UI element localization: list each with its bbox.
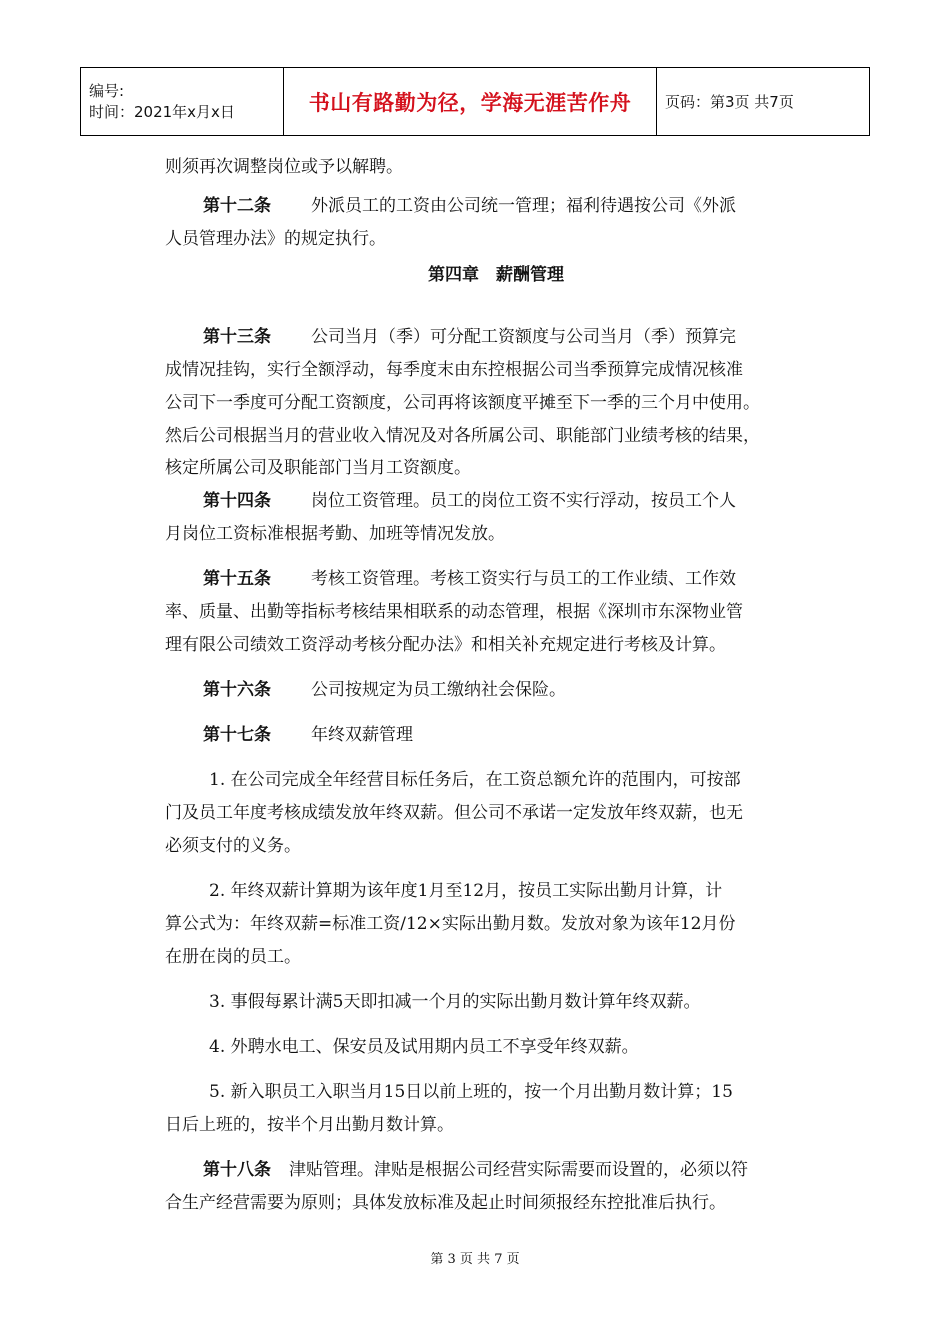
list-item-4: 4. 外聘水电工、保安员及试用期内员工不享受年终双薪。: [209, 1037, 639, 1057]
article-title: 第十七条: [203, 725, 271, 745]
header-page-info: 页码：第3页 共7页: [665, 93, 794, 111]
body-line: 月岗位工资标准根据考勤、加班等情况发放。: [165, 524, 505, 544]
article-12: [203, 194, 736, 218]
body-line: 率、质量、出勤等指标考核结果相联系的动态管理，根据《深圳市东深物业管: [165, 602, 743, 622]
body-line: 津贴管理。津贴是根据公司经营实际需要而设置的，必须以符: [289, 1160, 748, 1180]
body-line: 公司按规定为员工缴纳社会保险。: [311, 680, 566, 700]
article-14: [203, 489, 736, 513]
list-item-3: 3. 事假每累计满5天即扣减一个月的实际出勤月数计算年终双薪。: [209, 992, 701, 1012]
body-line: 人员管理办法》的规定执行。: [165, 229, 386, 249]
article-18: [203, 1158, 748, 1182]
list-item-5: 5. 新入职员工入职当月15日以前上班的，按一个月出勤月数计算；15: [209, 1082, 733, 1102]
body-line: 必须支付的义务。: [165, 836, 301, 856]
body-line: 日后上班的，按半个月出勤月数计算。: [165, 1115, 454, 1135]
article-title: 第十八条: [203, 1160, 271, 1180]
list-item-1: 1. 在公司完成全年经营目标任务后，在工资总额允许的范围内，可按部: [209, 770, 741, 790]
article-15: [203, 567, 736, 591]
header-motto-cell: [284, 68, 657, 135]
body-line: 成情况挂钩，实行全额浮动，每季度末由东控根据公司当季预算完成情况核准: [165, 360, 743, 380]
body-line: 则须再次调整岗位或予以解聘。: [165, 157, 403, 177]
body-line: 合生产经营需要为原则；具体发放标准及起止时间须报经东控批准后执行。: [165, 1193, 726, 1213]
article-13: [203, 325, 736, 349]
body-line: 考核工资管理。考核工资实行与员工的工作业绩、工作效: [311, 569, 736, 589]
body-line: 年终双薪管理: [311, 725, 413, 745]
page-footer: 第 3 页 共 7 页: [430, 1252, 520, 1267]
body-line: 理有限公司绩效工资浮动考核分配办法》和相关补充规定进行考核及计算。: [165, 635, 726, 655]
article-title: 第十四条: [203, 491, 271, 511]
list-item-2: 2. 年终双薪计算期为该年度1月至12月，按员工实际出勤月计算，计: [209, 881, 723, 901]
article-title: 第十二条: [203, 196, 271, 216]
article-title: 第十六条: [203, 680, 271, 700]
chapter-heading: 第四章 薪酬管理: [428, 265, 564, 285]
header-meta: [81, 68, 284, 135]
body-line: 核定所属公司及职能部门当月工资额度。: [165, 458, 471, 478]
document-date: 时间：2021年x月x日: [89, 102, 235, 121]
body-line: 算公式为：年终双薪=标准工资/12×实际出勤月数。发放对象为该年12月份: [165, 914, 736, 934]
body-line: 然后公司根据当月的营业收入情况及对各所属公司、职能部门业绩考核的结果，: [165, 426, 760, 446]
body-line: 在册在岗的员工。: [165, 947, 301, 967]
header-motto: 书山有路勤为径，学海无涯苦作舟: [308, 90, 632, 115]
body-line: 公司下一季度可分配工资额度，公司再将该额度平摊至下一季的三个月中使用。: [165, 393, 760, 413]
document-number-label: 编号:: [89, 81, 125, 100]
body-line: 外派员工的工资由公司统一管理；福利待遇按公司《外派: [311, 196, 736, 216]
body-line: 门及员工年度考核成绩发放年终双薪。但公司不承诺一定发放年终双薪，也无: [165, 803, 743, 823]
body-line: 公司当月（季）可分配工资额度与公司当月（季）预算完: [311, 327, 736, 347]
article-title: 第十三条: [203, 327, 271, 347]
article-17: [203, 723, 413, 747]
article-title: 第十五条: [203, 569, 271, 589]
article-16: [203, 678, 566, 702]
body-line: 岗位工资管理。员工的岗位工资不实行浮动，按员工个人: [311, 491, 736, 511]
header-table: [80, 67, 870, 136]
